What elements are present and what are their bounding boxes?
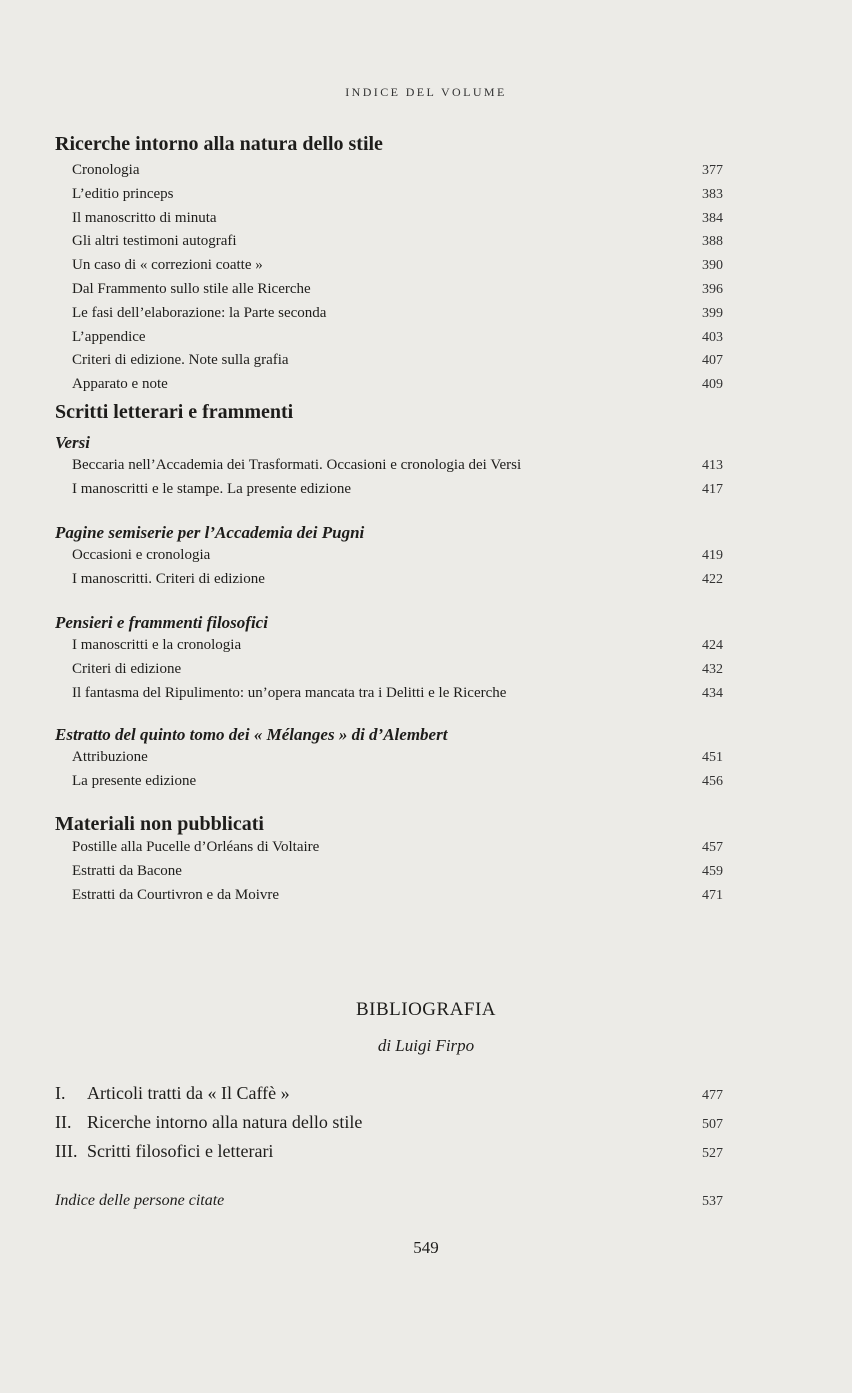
running-head: INDICE DEL VOLUME	[345, 85, 507, 99]
group-title: Pensieri e frammenti filosofici	[55, 613, 268, 632]
section-title: Ricerche intorno alla natura dello stile	[55, 133, 383, 155]
page-number: 471	[702, 887, 723, 903]
page-number: 537	[702, 1194, 723, 1209]
page-number: 527	[702, 1146, 723, 1161]
toc-entry: La presente edizione 456	[55, 770, 723, 794]
page-number: 384	[702, 210, 723, 226]
toc-entry: Il fantasma del Ripulimento: un’opera mancata tra i Delitti e le Ricerche 434	[55, 682, 723, 706]
toc-entry: Dal Frammento sullo stile alle Ricerche 396	[55, 278, 723, 302]
page-number: 419	[702, 548, 723, 563]
page-number: 507	[702, 1117, 723, 1132]
toc-group-pagine-semiserie	[55, 522, 723, 592]
toc-section-ricerche	[55, 132, 723, 397]
toc-entry: Estratti da Courtivron e da Moivre 471	[55, 884, 723, 908]
index-title: Indice delle persone citate	[55, 1192, 225, 1209]
toc-group-versi	[55, 432, 723, 502]
toc-entry: Un caso di « correzioni coatte » 390	[55, 254, 723, 278]
page-number: 457	[702, 840, 723, 855]
page-number: 403	[702, 329, 723, 345]
toc-entry: Postille alla Pucelle d’Orléans di Voltaire 457	[55, 836, 723, 860]
bibliography-subtitle: di Luigi Firpo	[377, 1036, 475, 1055]
page-number: 456	[702, 773, 723, 789]
toc-entry: I manoscritti. Criteri di edizione 422	[55, 568, 723, 592]
page-number: 459	[702, 863, 723, 879]
toc-entry: Beccaria nell’Accademia dei Trasformati. Occasioni e cronologia dei Versi 413	[55, 454, 723, 478]
toc-entry: Gli altri testimoni autografi 388	[55, 230, 723, 254]
page-number: 399	[702, 305, 723, 321]
page-number: 424	[702, 638, 723, 653]
section-title: Scritti letterari e frammenti	[55, 401, 294, 423]
page-number: 477	[702, 1088, 723, 1103]
page-number: 432	[702, 661, 723, 677]
page-number: 377	[702, 163, 723, 178]
toc-entry: Occasioni e cronologia 419	[55, 544, 723, 568]
bibliography-title: BIBLIOGRAFIA	[355, 999, 497, 1020]
toc-section-materiali	[55, 812, 723, 907]
toc-entry: Le fasi dell’elaborazione: la Parte seconda 399	[55, 302, 723, 326]
page-number: 422	[702, 571, 723, 587]
toc-section-scritti	[55, 400, 723, 424]
toc-entry: Criteri di edizione 432	[55, 658, 723, 682]
toc-entry: L’editio princeps 383	[55, 183, 723, 207]
page-number: 388	[702, 234, 723, 250]
toc-entry: Il manoscritto di minuta 384	[55, 207, 723, 231]
toc-entry: I manoscritti e la cronologia 424	[55, 634, 723, 658]
toc-entry: Apparato e note 409	[55, 373, 723, 397]
page-number: 409	[702, 377, 723, 393]
roman-numeral: III.	[55, 1141, 78, 1161]
page-number: 390	[702, 258, 723, 274]
toc-entry: Estratti da Bacone 459	[55, 860, 723, 884]
group-title: Estratto del quinto tomo dei « Mélanges » di d’Alembert	[55, 725, 448, 744]
section-title: Materiali non pubblicati	[55, 813, 264, 835]
bibliography-heading	[0, 998, 852, 1056]
bibliography-entry: II. Ricerche intorno alla natura dello stile 507	[55, 1109, 723, 1138]
toc-group-pensieri	[55, 612, 723, 705]
bibliography-list	[55, 1080, 723, 1167]
bibliography-entry: III. Scritti filosofici e letterari 527	[55, 1138, 723, 1167]
roman-numeral: I.	[55, 1083, 66, 1103]
index-line	[55, 1192, 723, 1210]
toc-entry: Criteri di edizione. Note sulla grafia 407	[55, 349, 723, 373]
toc-group-estratto	[55, 724, 723, 794]
toc-entry: Attribuzione 451	[55, 746, 723, 770]
roman-numeral: II.	[55, 1112, 72, 1132]
page-number: 407	[702, 353, 723, 369]
page-number: 413	[702, 458, 723, 473]
group-title: Pagine semiserie per l’Accademia dei Pugni	[55, 523, 365, 542]
page-number: 396	[702, 281, 723, 297]
folio-page-number: 549	[413, 1238, 439, 1257]
page-number: 434	[702, 685, 723, 701]
toc-entry: I manoscritti e le stampe. La presente edizione 417	[55, 478, 723, 502]
page-number: 451	[702, 750, 723, 765]
page-number: 417	[702, 481, 723, 497]
toc-entry: L’appendice 403	[55, 326, 723, 350]
toc-entry: Cronologia 377	[55, 159, 723, 183]
group-title: Versi	[55, 433, 90, 452]
bibliography-entry: I. Articoli tratti da « Il Caffè » 477	[55, 1080, 723, 1109]
page-number: 383	[702, 186, 723, 202]
